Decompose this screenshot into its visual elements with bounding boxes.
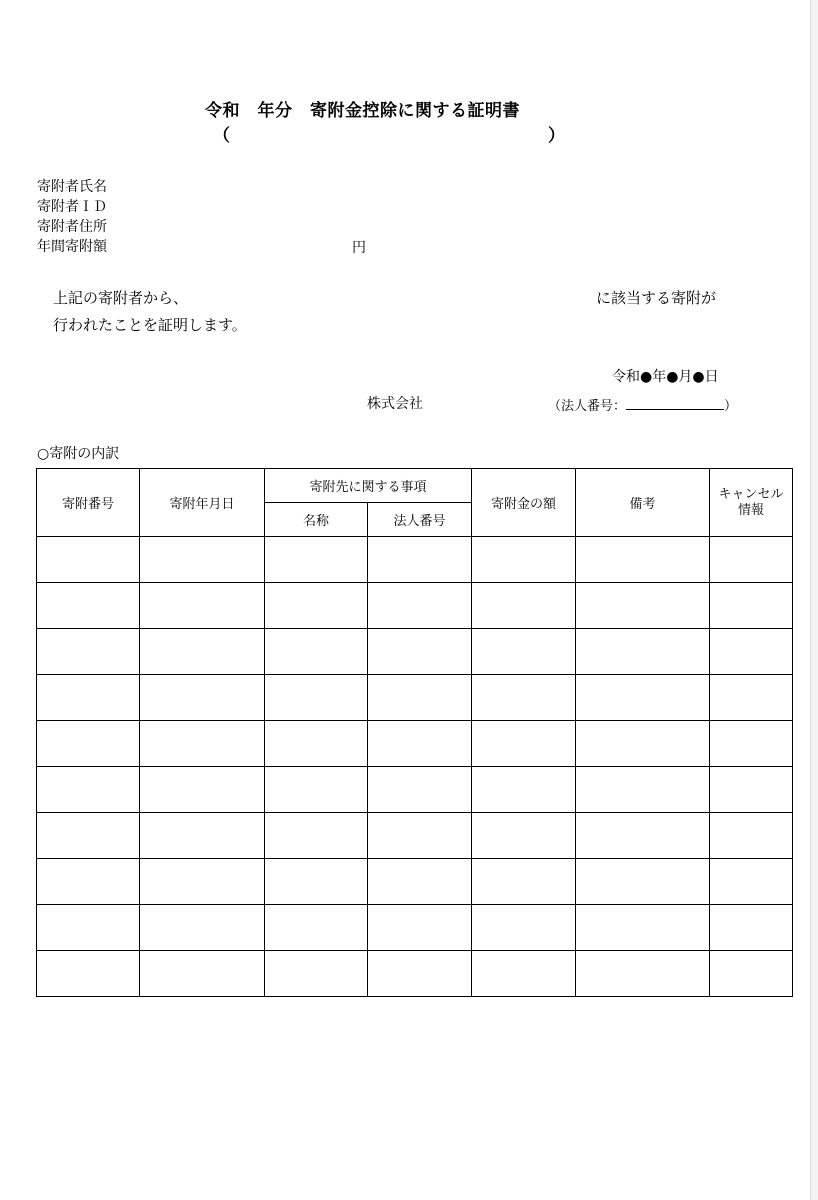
corp-number-blank: [626, 397, 724, 410]
donation-breakdown-table: [36, 468, 793, 997]
table-row: [37, 721, 793, 767]
header-donation-date: 寄附年月日: [140, 469, 265, 537]
table-cell: [140, 813, 265, 859]
amount-unit: 円: [352, 240, 366, 256]
table-cell: [710, 629, 793, 675]
table-cell: [140, 537, 265, 583]
table-cell: [140, 859, 265, 905]
table-cell: [37, 813, 140, 859]
table-cell: [265, 859, 368, 905]
table-cell: [140, 721, 265, 767]
donor-name-label: 寄附者氏名: [37, 179, 107, 195]
table-cell: [368, 629, 472, 675]
table-cell: [368, 859, 472, 905]
table-cell: [472, 629, 576, 675]
table-cell: [265, 767, 368, 813]
table-row: [37, 537, 793, 583]
table-cell: [472, 859, 576, 905]
table-cell: [265, 675, 368, 721]
donor-address-label: 寄附者住所: [37, 219, 107, 235]
table-cell: [368, 767, 472, 813]
statement-line1-left: 上記の寄附者から、: [53, 289, 189, 307]
table-cell: [710, 583, 793, 629]
table-cell: [140, 767, 265, 813]
table-cell: [472, 905, 576, 951]
table-cell: [140, 951, 265, 997]
header-donation-number: 寄附番号: [37, 469, 140, 537]
table-cell: [472, 767, 576, 813]
header-recipient-group: 寄附先に関する事項: [265, 469, 472, 503]
table-cell: [265, 537, 368, 583]
table-cell: [710, 813, 793, 859]
table-row: [37, 767, 793, 813]
table-cell: [37, 859, 140, 905]
table-cell: [576, 813, 710, 859]
table-cell: [368, 721, 472, 767]
table-cell: [265, 951, 368, 997]
table-cell: [368, 813, 472, 859]
table-cell: [576, 951, 710, 997]
header-cancel-info: [710, 469, 793, 537]
table-cell: [710, 675, 793, 721]
table-cell: [710, 537, 793, 583]
donor-id-label: 寄附者ＩＤ: [37, 199, 107, 215]
header-amount: 寄附金の額: [472, 469, 576, 537]
table-cell: [472, 721, 576, 767]
table-cell: [576, 721, 710, 767]
table-cell: [576, 767, 710, 813]
table-row: [37, 951, 793, 997]
title-paren-close: ）: [548, 126, 565, 146]
table-row: [37, 859, 793, 905]
table-cell: [576, 537, 710, 583]
table-cell: [576, 583, 710, 629]
table-cell: [37, 675, 140, 721]
table-cell: [576, 905, 710, 951]
table-cell: [472, 583, 576, 629]
issue-date: 令和●年●月●日: [612, 369, 719, 385]
table-cell: [37, 583, 140, 629]
table-cell: [368, 675, 472, 721]
breakdown-section-title: ○寄附の内訳: [37, 446, 120, 462]
header-recipient-name: 名称: [265, 503, 368, 537]
table-row: [37, 813, 793, 859]
corp-number-close: ）: [724, 399, 738, 414]
corp-number-field: [548, 395, 737, 414]
table-cell: [710, 721, 793, 767]
table-cell: [368, 905, 472, 951]
table-cell: [140, 583, 265, 629]
header-remarks: 備考: [576, 469, 710, 537]
statement-line1-right: に該当する寄附が: [596, 289, 717, 307]
table-cell: [37, 951, 140, 997]
table-cell: [37, 721, 140, 767]
breakdown-table-body: [37, 537, 793, 997]
table-cell: [265, 629, 368, 675]
table-cell: [472, 537, 576, 583]
title-paren-open: （: [213, 126, 230, 146]
table-row: [37, 629, 793, 675]
document-title: 令和 年分 寄附金控除に関する証明書: [205, 101, 520, 121]
header-cancel-line1: キャンセル: [718, 486, 784, 502]
table-cell: [140, 905, 265, 951]
table-cell: [37, 629, 140, 675]
table-cell: [265, 721, 368, 767]
table-cell: [472, 951, 576, 997]
table-cell: [37, 905, 140, 951]
table-cell: [140, 675, 265, 721]
table-cell: [576, 859, 710, 905]
table-cell: [368, 951, 472, 997]
table-cell: [472, 813, 576, 859]
table-row: [37, 675, 793, 721]
table-cell: [710, 767, 793, 813]
table-cell: [368, 583, 472, 629]
table-cell: [37, 767, 140, 813]
issuer-company: 株式会社: [367, 396, 423, 412]
header-cancel-line2: 情報: [738, 502, 765, 518]
table-cell: [265, 583, 368, 629]
annual-amount-label: 年間寄附額: [37, 239, 107, 255]
table-cell: [576, 629, 710, 675]
table-cell: [265, 905, 368, 951]
table-cell: [710, 859, 793, 905]
table-cell: [576, 675, 710, 721]
table-cell: [140, 629, 265, 675]
table-cell: [368, 537, 472, 583]
statement-line2: 行われたことを証明します。: [53, 316, 247, 334]
table-row: [37, 583, 793, 629]
table-cell: [37, 537, 140, 583]
table-row: [37, 905, 793, 951]
header-recipient-corp-number: 法人番号: [368, 503, 472, 537]
table-cell: [710, 951, 793, 997]
corp-number-label: （法人番号：: [548, 399, 627, 414]
table-cell: [710, 905, 793, 951]
table-cell: [265, 813, 368, 859]
table-cell: [472, 675, 576, 721]
